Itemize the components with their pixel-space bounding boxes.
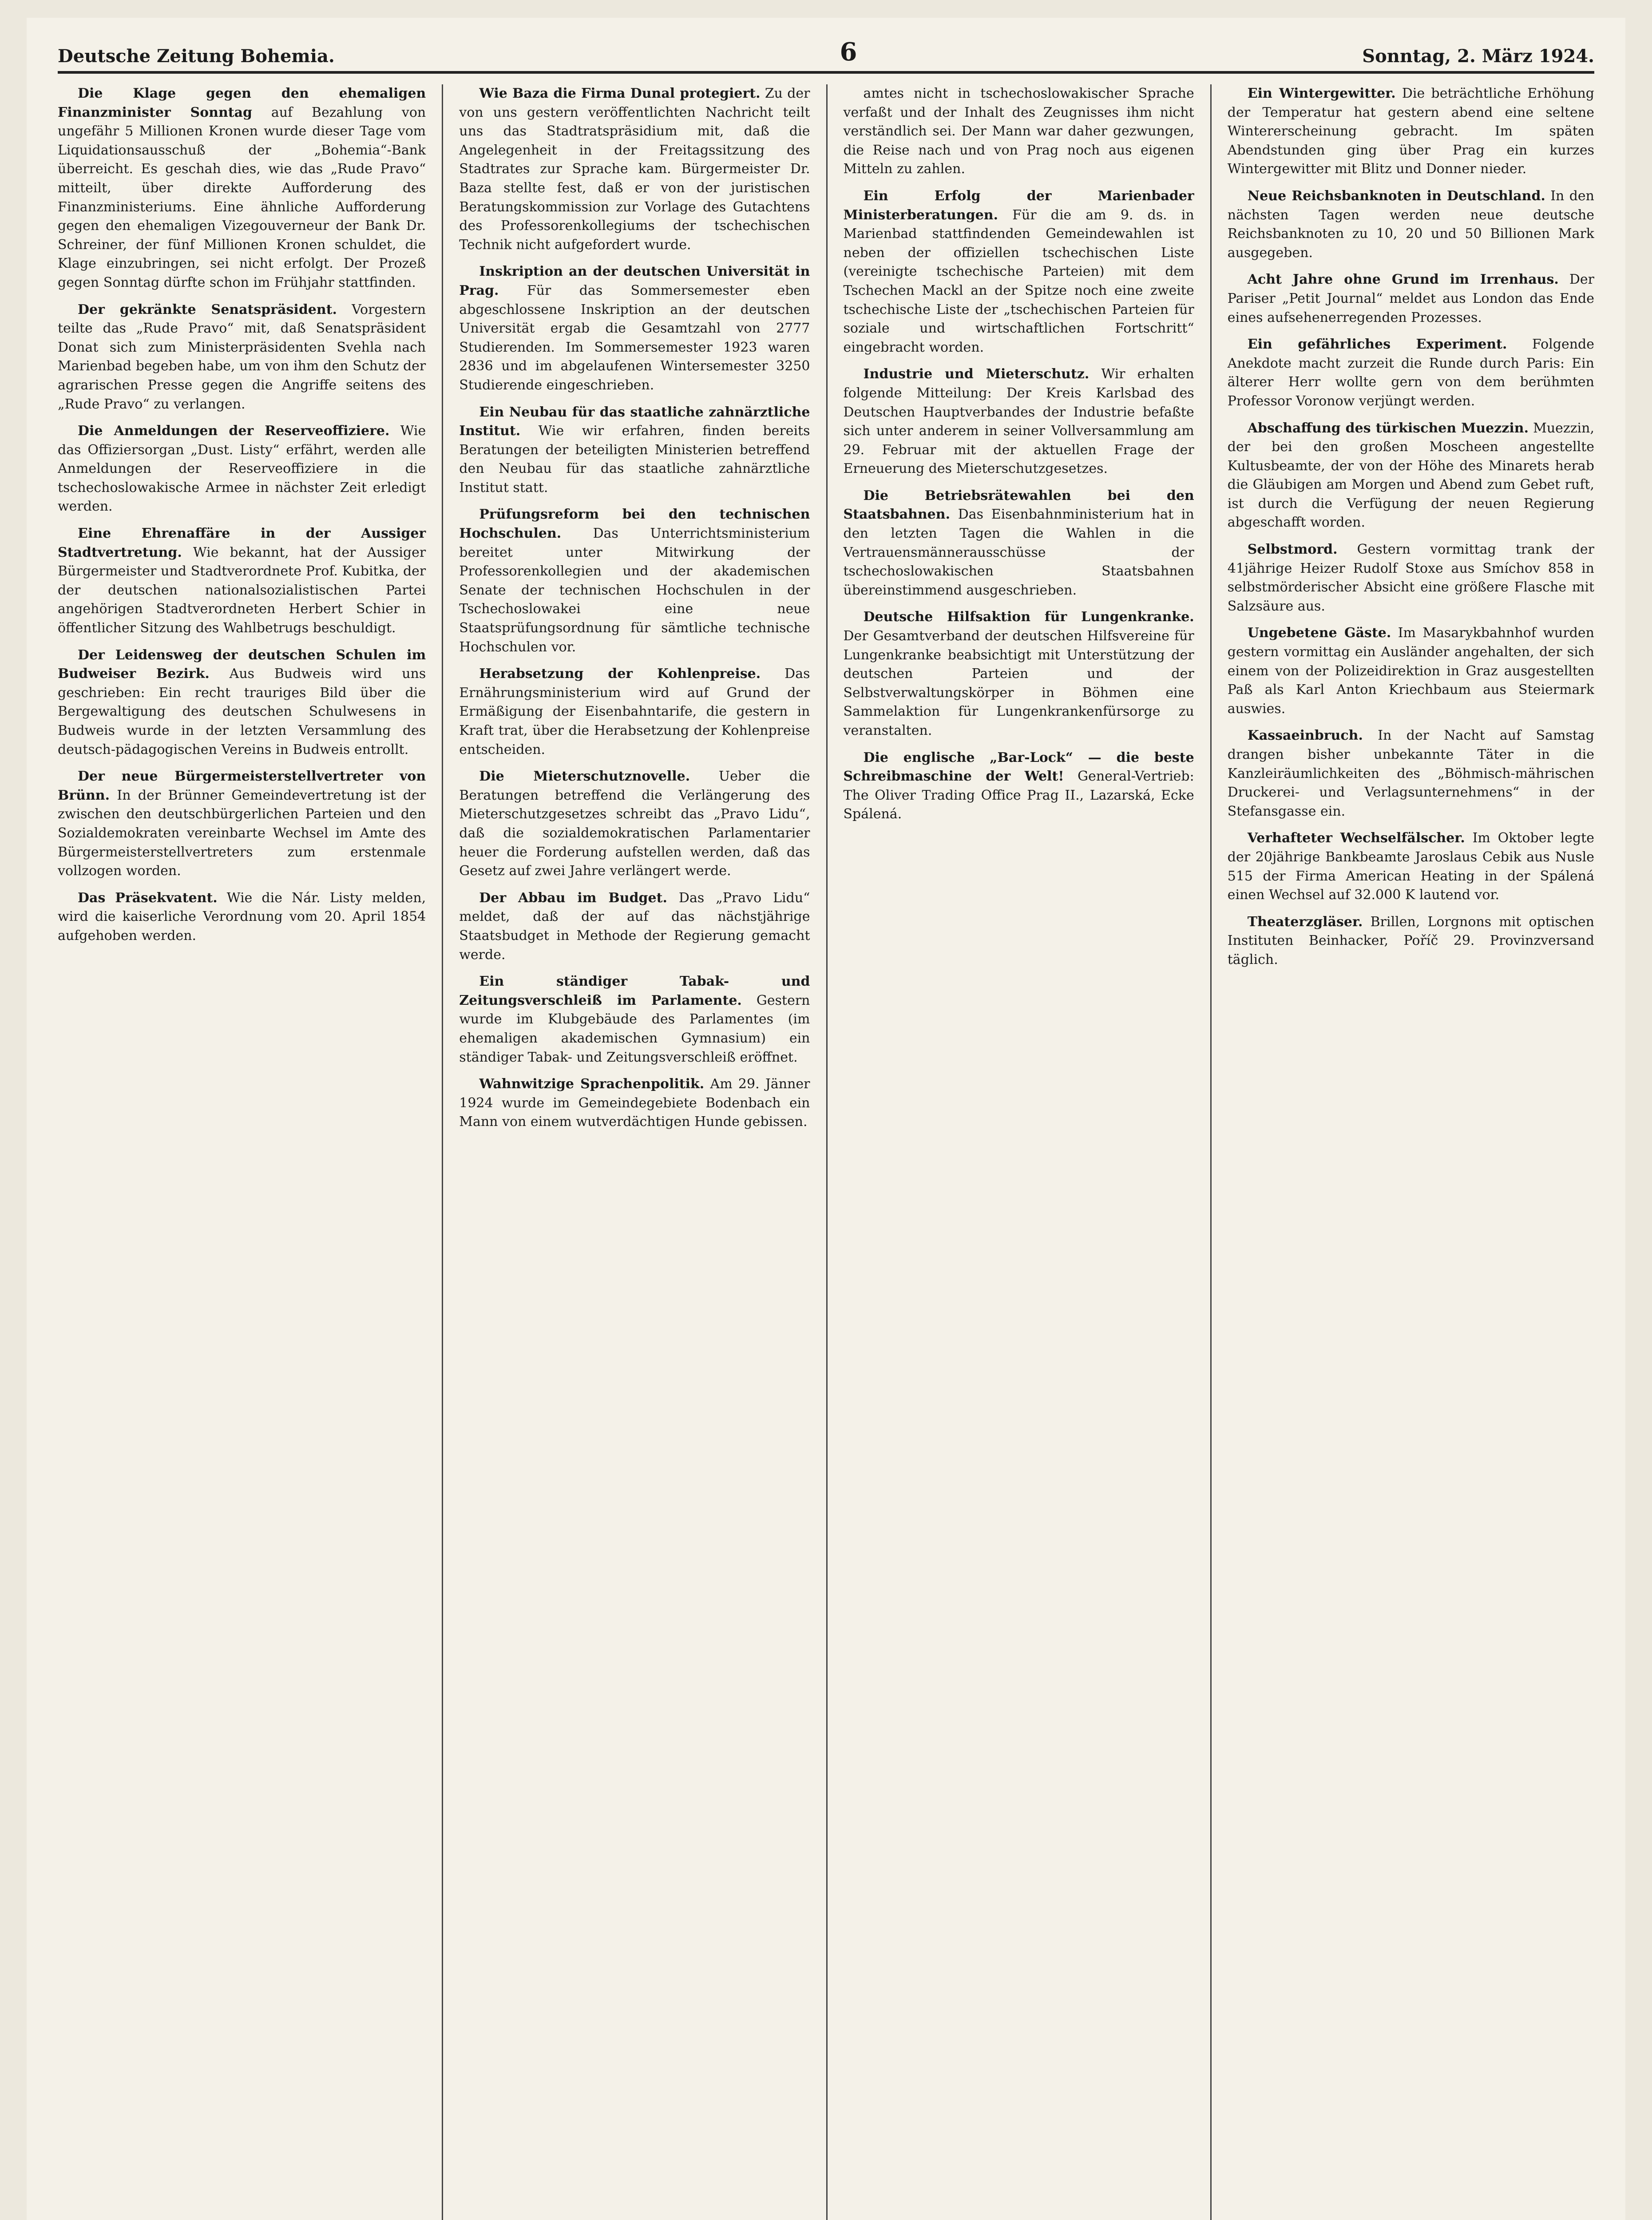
article-headline: Ein Neubau für das staatliche zahnärztliche Institut. xyxy=(459,404,810,439)
article-headline: Die Klage gegen den ehemaligen Finanzminister Sonntag xyxy=(58,86,426,120)
article xyxy=(459,972,810,1067)
article-headline: Ungebetene Gäste. xyxy=(1247,625,1391,641)
article-paragraph xyxy=(58,889,426,946)
article xyxy=(58,767,426,881)
article-paragraph xyxy=(844,487,1194,600)
article-paragraph xyxy=(58,422,426,516)
article-headline: Ein ständiger Tabak- und Zeitungsverschleiß im Parlamente. xyxy=(459,974,810,1008)
article-paragraph xyxy=(58,301,426,414)
article-body: In der Nacht auf Samstag drangen bisher unbekannte Täter in die Kanzleiräumlichkeiten des „Böhmisch-mährischen Druckerei- und Verlagsunternehmens“ in der Stefansgasse ein. xyxy=(1227,728,1594,819)
article-paragraph xyxy=(1228,913,1594,970)
article-paragraph xyxy=(844,187,1194,357)
article xyxy=(1228,84,1594,179)
article-body: Wie das Offiziersorgan „Dust. Listy“ erfährt, werden alle Anmeldungen der Reserveoffiziere in die tschechoslowakische Armee in nächster Zeit erledigt werden. xyxy=(58,423,426,515)
article xyxy=(1228,829,1594,904)
article-body: auf Bezahlung von ungefähr 5 Millionen Kronen wurde dieser Tage vom Liquidationsausschuß der „Bohemia“-Bank überreicht. Es geschah dies, wie das „Rude Pravo“ mitteilt, über direkte Aufforderung des Finanzministeriums. Eine ähnliche Aufforderung gegen den ehemaligen Vizegouverneur der Bank Dr. Schreiner, der fünf Millionen Kronen schuldet, die Klage einzubringen, sei nicht erfolgt. Der Prozeß gegen Sonntag dürfte schon im Frühjahr stattfinden. xyxy=(58,104,426,290)
article-body: Gestern vormittag trank der 41jährige Heizer Rudolf Stoxe aus Smíchov 858 in selbstmörderischer Absicht eine größere Flasche mit Salzsäure aus. xyxy=(1227,542,1594,614)
article-paragraph xyxy=(1228,726,1594,821)
article-headline: Die Mieterschutznovelle. xyxy=(479,769,690,785)
article-headline: Die Betriebsrätewahlen bei den Staatsbahnen. xyxy=(843,488,1194,523)
article-paragraph xyxy=(1228,270,1594,327)
article-paragraph xyxy=(844,84,1194,179)
article-paragraph xyxy=(58,767,426,881)
article-paragraph xyxy=(58,524,426,638)
newspaper-page xyxy=(27,18,1625,2220)
article xyxy=(1228,419,1594,533)
article-body: Wie wir erfahren, finden bereits Beratungen der beteiligten Ministerien betreffend den Neubau für das staatliche zahnärztliche Institut statt. xyxy=(459,423,810,496)
article xyxy=(459,403,810,498)
article-headline: Prüfungsreform bei den technischen Hochschulen. xyxy=(459,507,810,542)
article xyxy=(58,889,426,946)
article-body: Das Eisenbahnministerium hat in den letzten Tagen die Wahlen in die Vertrauensmännerausschüsse der tschechoslowakischen Staatsbahnen übereinstimmend ausgeschrieben. xyxy=(843,507,1194,598)
article-headline: Verhafteter Wechselfälscher. xyxy=(1247,830,1465,846)
article-headline: Eine Ehrenaffäre in der Aussiger Stadtvertretung. xyxy=(58,526,426,560)
article xyxy=(844,187,1194,357)
article xyxy=(844,608,1194,740)
article xyxy=(459,262,810,395)
article-body: Wir erhalten folgende Mitteilung: Der Kreis Karlsbad des Deutschen Hauptverbandes der Industrie befaßte sich unter anderem in seiner Vollversammlung am 29. Februar mit der aktuellen Frage der Erneuerung des Mieterschutzgesetzes. xyxy=(843,366,1194,477)
article xyxy=(459,767,810,881)
article-headline: Die englische „Bar-Lock“ — die beste Schreibmaschine der Welt! xyxy=(843,749,1194,785)
article xyxy=(459,665,810,759)
article-headline: Der Abbau im Budget. xyxy=(479,890,667,906)
article-headline: Deutsche Hilfsaktion für Lungenkranke. xyxy=(863,609,1194,625)
article-headline: Ein Erfolg der Marienbader Ministerberatungen. xyxy=(843,188,1194,223)
article-body: Der Gesamtverband der deutschen Hilfsvereine für Lungenkranke beabsichtigt mit Unterstützung der deutschen Parteien und der Selbstverwaltungskörper in Böhmen eine Sammelaktion für Lungenkrankenfürsorge zu veranstalten. xyxy=(843,628,1194,738)
article xyxy=(1228,270,1594,327)
article-paragraph xyxy=(844,608,1194,740)
article-body: Gestern wurde im Klubgebäude des Parlamentes (im ehemaligen akademischen Gymnasium) ein ständiger Tabak- und Zeitungsverschleiß eröffnet. xyxy=(459,992,810,1065)
article-paragraph xyxy=(459,665,810,759)
article-paragraph xyxy=(1228,419,1594,533)
article-body: Für die am 9. ds. in Marienbad stattfindenden Gemeindewahlen ist neben der offiziellen tschechischen Liste (vereinigte tschechische Parteien) mit dem Tschechen Mackl an der Spitze noch eine zweite tschechische Liste der „tschechischen Parteien für soziale und wirtschaftlichen Fortschritt“ eingebracht worden. xyxy=(843,207,1194,355)
page-number: 6 xyxy=(840,37,857,67)
article-body: Das Ernährungsministerium wird auf Grund der Ermäßigung der Eisenbahntarife, die gestern in Kraft trat, über die Herabsetzung der Kohlenpreise entscheiden. xyxy=(459,666,810,757)
article xyxy=(58,646,426,760)
article-paragraph xyxy=(1228,540,1594,616)
article-paragraph xyxy=(58,646,426,760)
article-paragraph xyxy=(459,1075,810,1132)
article xyxy=(844,84,1194,179)
article-headline: Inskription an der deutschen Universität in Prag. xyxy=(459,264,810,298)
article xyxy=(459,889,810,964)
article-paragraph xyxy=(459,972,810,1067)
article-body: Zu der von uns gestern veröffentlichten Nachricht teilt uns das Stadtratspräsidium mit, daß die Angelegenheit in der Freitagssitzung des Stadtrates zur Sprache kam. Bürgermeister Dr. Baza stellte fest, daß er von der juristischen Beratungskommission zur Vorlage des Gutachtens des Professorenkollegiums der tschechischen Technik nicht aufgefordert wurde. xyxy=(459,86,810,253)
text-columns xyxy=(58,84,1594,2220)
article-body: In der Brünner Gemeindevertretung ist der zwischen den deutschbürgerlichen Parteien und den Sozialdemokraten vereinbarte Wechsel im Amte des Bürgermeisterstellvertreters zum erstenmale vollzogen worden. xyxy=(58,787,426,879)
article-headline: Ein Wintergewitter. xyxy=(1247,86,1396,101)
article xyxy=(844,749,1194,824)
article-headline: Die Anmeldungen der Reserveoffiziere. xyxy=(78,423,390,439)
article xyxy=(1228,913,1594,970)
article-headline: Der Leidensweg der deutschen Schulen im Budweiser Bezirk. xyxy=(58,647,426,682)
article-body: amtes nicht in tschechoslowakischer Sprache verfaßt und der Inhalt des Zeugnisses ihm nicht verständlich sei. Der Mann war daher gezwungen, die Reise nach und von Prag noch aus eigenen Mitteln zu zahlen. xyxy=(843,86,1194,177)
article-headline: Industrie und Mieterschutz. xyxy=(863,366,1089,382)
article xyxy=(844,487,1194,600)
column-2 xyxy=(442,84,826,2220)
article-paragraph xyxy=(459,889,810,964)
article-paragraph xyxy=(844,749,1194,824)
article-body: Die beträchtliche Erhöhung der Temperatur hat gestern abend eine seltene Wintererscheinung gebracht. Im späten Abendstunden ging über Prag ein kurzes Wintergewitter mit Blitz und Donner nieder. xyxy=(1227,86,1594,177)
article-body: Muezzin, der bei den großen Moscheen angestellte Kultusbeamte, der von der Höhe des Minarets herab die Gläubigen am Morgen und Abend zum Gebet ruft, ist durch die Verfügung der neuen Regierung abgeschafft worden. xyxy=(1227,420,1594,531)
article xyxy=(1228,540,1594,616)
article-body: Ueber die Beratungen betreffend die Verlängerung des Mieterschutzgesetzes schreibt das „Pravo Lidu“, daß die sozialdemokratischen Parlamentarier heuer die Forderung aufstellen werden, daß das Gesetz auf zwei Jahre verlängert werde. xyxy=(459,769,810,879)
article-headline: Abschaffung des türkischen Muezzin. xyxy=(1247,420,1529,436)
article-paragraph xyxy=(58,84,426,293)
masthead xyxy=(58,36,1594,74)
article-body: Am 29. Jänner 1924 wurde im Gemeindegebiete Bodenbach ein Mann von einem wutverdächtigen Hunde gebissen. xyxy=(459,1076,810,1130)
article-headline: Herabsetzung der Kohlenpreise. xyxy=(479,666,761,682)
article-paragraph xyxy=(459,505,810,657)
article-paragraph xyxy=(459,767,810,881)
article-body: Für das Sommersemester eben abgeschlossene Inskription an der deutschen Universität ergab die Gesamtzahl von 2777 Studierenden. Im Sommersemester 1923 waren 2836 und im abgelaufenen Wintersemester 3250 Studierende eingeschrieben. xyxy=(459,282,810,393)
article-body: Das Unterrichtsministerium bereitet unter Mitwirkung der Professorenkollegien und der akademischen Senate der technischen Hochschulen in der Tschechoslowakei eine neue Staatsprüfungsordnung für sämtliche technische Hochschulen vor. xyxy=(459,526,810,655)
article-headline: Das Präsekvatent. xyxy=(78,890,218,906)
article xyxy=(1228,726,1594,821)
article-body: Vorgestern teilte das „Rude Pravo“ mit, daß Senatspräsident Donat sich zum Ministerpräsidenten Svehla nach Marienbad begeben habe, um von ihm den Schutz der agrarischen Presse gegen die Angriffe seitens des „Rude Pravo“ zu verlangen. xyxy=(58,301,426,412)
article-body: Folgende Anekdote macht zurzeit die Runde durch Paris: Ein älterer Herr wollte gern von dem berühmten Professor Voronow verjüngt werden. xyxy=(1227,337,1594,409)
article-paragraph xyxy=(1228,829,1594,904)
article-body: Wie bekannt, hat der Aussiger Bürgermeister und Stadtverordnete Prof. Kubitka, der der deutschen nationalsozialistischen Partei angehörigen Stadtverordneten Herbert Schier in öffentlicher Sitzung des Wahlbetrugs beschuldigt. xyxy=(58,544,426,636)
article-body: Wie die Nár. Listy melden, wird die kaiserliche Verordnung vom 20. April 1854 aufgehoben werden. xyxy=(58,890,426,944)
article-body: In den nächsten Tagen werden neue deutsche Reichsbanknoten zu 10, 20 und 50 Billionen Mark ausgegeben. xyxy=(1227,188,1594,261)
article xyxy=(844,365,1194,479)
article-paragraph xyxy=(1228,84,1594,179)
article-body: Im Masarykbahnhof wurden gestern vormittag ein Ausländer angehalten, der sich einem von der Polizeidirektion in Graz ausgestellten Paß als Karl Anton Kriechbaum aus Steiermark auswies. xyxy=(1227,625,1594,717)
article-headline: Kassaeinbruch. xyxy=(1247,728,1363,744)
article-paragraph xyxy=(459,403,810,498)
column-4 xyxy=(1210,84,1594,2220)
article xyxy=(1228,187,1594,262)
article xyxy=(58,524,426,638)
article-paragraph xyxy=(459,262,810,395)
article-body: Brillen, Lorgnons mit optischen Instituten Beinhacker, Poříč 29. Provinzversand täglich. xyxy=(1227,914,1594,967)
article-headline: Der gekränkte Senatspräsident. xyxy=(78,301,337,317)
article xyxy=(58,84,426,293)
article-body: Aus Budweis wird uns geschrieben: Ein recht trauriges Bild über die Bergewaltigung des deutschen Schulwesens in Budweis wurde in der letzten Versammlung des deutsch-pädagogischen Vereins in Budweis entrollt. xyxy=(58,666,426,757)
article-body: General-Vertrieb: The Oliver Trading Office Prag II., Lazarská, Ecke Spálená. xyxy=(843,769,1194,822)
article-body: Der Pariser „Petit Journal“ meldet aus London das Ende eines aufsehenerregenden Prozesses. xyxy=(1227,272,1594,325)
column-3 xyxy=(826,84,1210,2220)
article-headline: Neue Reichsbanknoten in Deutschland. xyxy=(1247,188,1545,204)
masthead-date: Sonntag, 2. März 1924. xyxy=(1362,46,1594,67)
article-headline: Wahnwitzige Sprachenpolitik. xyxy=(479,1076,705,1092)
article-headline: Selbstmord. xyxy=(1247,542,1338,558)
column-1 xyxy=(58,84,442,2220)
article xyxy=(459,505,810,657)
article-paragraph xyxy=(844,365,1194,479)
article xyxy=(58,301,426,414)
article-body: Im Oktober legte der 20jährige Bankbeamte Jaroslaus Cebik aus Nusle 515 der Firma American Heating in der Spálená einen Wechsel auf 32.000 K lautend vor. xyxy=(1227,830,1594,903)
article-headline: Wie Baza die Firma Dunal protegiert. xyxy=(479,86,761,101)
article-headline: Acht Jahre ohne Grund im Irrenhaus. xyxy=(1247,272,1559,288)
article xyxy=(58,422,426,516)
article xyxy=(459,84,810,254)
masthead-title: Deutsche Zeitung Bohemia. xyxy=(58,46,335,67)
article-headline: Ein gefährliches Experiment. xyxy=(1247,337,1507,353)
article-paragraph xyxy=(1228,335,1594,411)
article xyxy=(1228,624,1594,718)
article-body: Das „Pravo Lidu“ meldet, daß der auf das nächstjährige Staatsbudget in Methode der Regierung gemacht werde. xyxy=(459,890,810,963)
article-paragraph xyxy=(1228,187,1594,262)
article-paragraph xyxy=(1228,624,1594,718)
article-paragraph xyxy=(459,84,810,254)
article xyxy=(459,1075,810,1132)
article xyxy=(1228,335,1594,411)
article-headline: Der neue Bürgermeisterstellvertreter von Brünn. xyxy=(58,769,426,803)
article-headline: Theaterzgläser. xyxy=(1247,914,1363,930)
